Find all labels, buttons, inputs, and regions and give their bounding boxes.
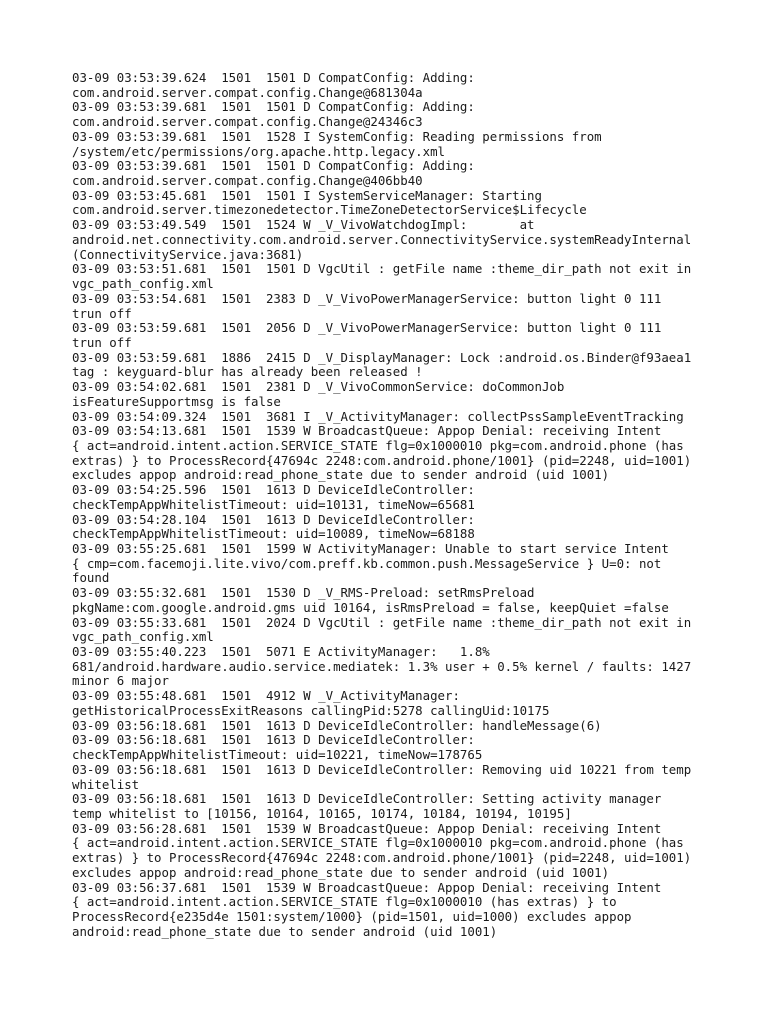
log-line: com.android.server.compat.config.Change@24346c3 [72, 114, 423, 130]
log-line: { act=android.intent.action.SERVICE_STATE flg=0x1000010 pkg=com.android.phone (has [72, 835, 684, 851]
log-line: extras) } to ProcessRecord{47694c 2248:com.android.phone/1001} (pid=2248, uid=1001) [72, 850, 692, 866]
log-line: { act=android.intent.action.SERVICE_STATE flg=0x1000010 (has extras) } to [72, 894, 617, 910]
log-line: ProcessRecord{e235d4e 1501:system/1000} (pid=1501, uid=1000) excludes appop [72, 908, 632, 924]
log-line: 03-09 03:53:54.681 1501 2383 D _V_VivoPowerManagerService: button light 0 111 [72, 290, 662, 306]
log-line: 03-09 03:54:09.324 1501 3681 I _V_ActivityManager: collectPssSampleEventTracking [72, 408, 684, 424]
log-line: 03-09 03:55:32.681 1501 1530 D _V_RMS-Preload: setRmsPreload [72, 585, 535, 601]
log-line: /system/etc/permissions/org.apache.http.legacy.xml [72, 143, 445, 159]
log-line: 03-09 03:56:18.681 1501 1613 D DeviceIdleController: [72, 732, 475, 748]
log-line: com.android.server.compat.config.Change@681304a [72, 84, 423, 100]
log-text [72, 71, 712, 939]
log-line: (ConnectivityService.java:3681) [72, 246, 304, 262]
log-line: 03-09 03:53:45.681 1501 1501 I SystemServiceManager: Starting [72, 187, 542, 203]
log-line: checkTempAppWhitelistTimeout: uid=10221, timeNow=178765 [72, 747, 483, 763]
log-line: 03-09 03:56:18.681 1501 1613 D DeviceIdleController: Setting activity manager [72, 791, 662, 807]
log-line: trun off [72, 334, 132, 350]
log-line: excludes appop android:read_phone_state due to sender android (uid 1001) [72, 864, 610, 880]
log-line: android:read_phone_state due to sender android (uid 1001) [72, 923, 498, 939]
log-line: vgc_path_config.xml [72, 629, 214, 645]
log-line: getHistoricalProcessExitReasons callingPid:5278 callingUid:10175 [72, 702, 550, 718]
log-line: tag : keyguard-blur has already been released ! [72, 364, 423, 380]
log-line: 03-09 03:55:48.681 1501 4912 W _V_ActivityManager: [72, 688, 460, 704]
log-line: temp whitelist to [10156, 10164, 10165, 10174, 10184, 10194, 10195] [72, 805, 572, 821]
log-line: 03-09 03:55:40.223 1501 5071 E ActivityManager: 1.8% [72, 644, 490, 660]
log-line: 03-09 03:54:02.681 1501 2381 D _V_VivoCommonService: doCommonJob [72, 379, 565, 395]
log-line: android.net.connectivity.com.android.server.ConnectivityService.systemReadyInternal [72, 231, 692, 247]
log-line: 03-09 03:55:33.681 1501 2024 D VgcUtil : getFile name :theme_dir_path not exit in [72, 614, 692, 630]
log-line: 03-09 03:56:37.681 1501 1539 W BroadcastQueue: Appop Denial: receiving Intent [72, 879, 662, 895]
log-line: 03-09 03:53:59.681 1501 2056 D _V_VivoPowerManagerService: button light 0 111 [72, 320, 662, 336]
log-line: 03-09 03:54:28.104 1501 1613 D DeviceIdleController: [72, 511, 475, 527]
log-line: trun off [72, 305, 132, 321]
log-line: checkTempAppWhitelistTimeout: uid=10131, timeNow=65681 [72, 496, 475, 512]
log-line: 03-09 03:54:13.681 1501 1539 W BroadcastQueue: Appop Denial: receiving Intent [72, 423, 662, 439]
log-line: { cmp=com.facemoji.lite.vivo/com.preff.kb.common.push.MessageService } U=0: not [72, 555, 662, 571]
document-page [72, 71, 712, 939]
log-line: 03-09 03:56:18.681 1501 1613 D DeviceIdleController: Removing uid 10221 from temp [72, 761, 692, 777]
log-line: whitelist [72, 776, 140, 792]
log-line: pkgName:com.google.android.gms uid 10164, isRmsPreload = false, keepQuiet =false [72, 599, 669, 615]
log-line: minor 6 major [72, 673, 169, 689]
log-line: 03-09 03:53:39.681 1501 1501 D CompatConfig: Adding: [72, 99, 475, 115]
log-line: 03-09 03:53:39.624 1501 1501 D CompatConfig: Adding: [72, 70, 475, 85]
log-line: 03-09 03:56:18.681 1501 1613 D DeviceIdleController: handleMessage(6) [72, 717, 602, 733]
log-line: checkTempAppWhitelistTimeout: uid=10089, timeNow=68188 [72, 526, 475, 542]
log-line: 03-09 03:55:25.681 1501 1599 W ActivityManager: Unable to start service Intent [72, 541, 669, 556]
log-line: 03-09 03:53:49.549 1501 1524 W _V_VivoWatchdogImpl: at [72, 217, 535, 233]
log-line: 03-09 03:53:51.681 1501 1501 D VgcUtil : getFile name :theme_dir_path not exit in [72, 261, 692, 277]
log-line: 03-09 03:53:39.681 1501 1501 D CompatConfig: Adding: [72, 158, 475, 174]
log-line: extras) } to ProcessRecord{47694c 2248:com.android.phone/1001} (pid=2248, uid=1001) [72, 452, 692, 468]
log-line: found [72, 570, 110, 586]
log-line: isFeatureSupportmsg is false [72, 393, 281, 409]
log-line: 03-09 03:53:39.681 1501 1528 I SystemConfig: Reading permissions from [72, 128, 602, 144]
log-line: excludes appop android:read_phone_state due to sender android (uid 1001) [72, 467, 610, 483]
log-line: 681/android.hardware.audio.service.mediatek: 1.3% user + 0.5% kernel / faults: 1427 [72, 658, 692, 674]
log-line: com.android.server.compat.config.Change@406bb40 [72, 173, 423, 189]
log-line: { act=android.intent.action.SERVICE_STATE flg=0x1000010 pkg=com.android.phone (has [72, 437, 684, 453]
log-line: 03-09 03:54:25.596 1501 1613 D DeviceIdleController: [72, 482, 475, 498]
log-line: vgc_path_config.xml [72, 276, 214, 292]
log-line: com.android.server.timezonedetector.TimeZoneDetectorService$Lifecycle [72, 202, 587, 218]
log-line: 03-09 03:53:59.681 1886 2415 D _V_DisplayManager: Lock :android.os.Binder@f93aea1 [72, 349, 692, 365]
log-line: 03-09 03:56:28.681 1501 1539 W BroadcastQueue: Appop Denial: receiving Intent [72, 820, 662, 836]
